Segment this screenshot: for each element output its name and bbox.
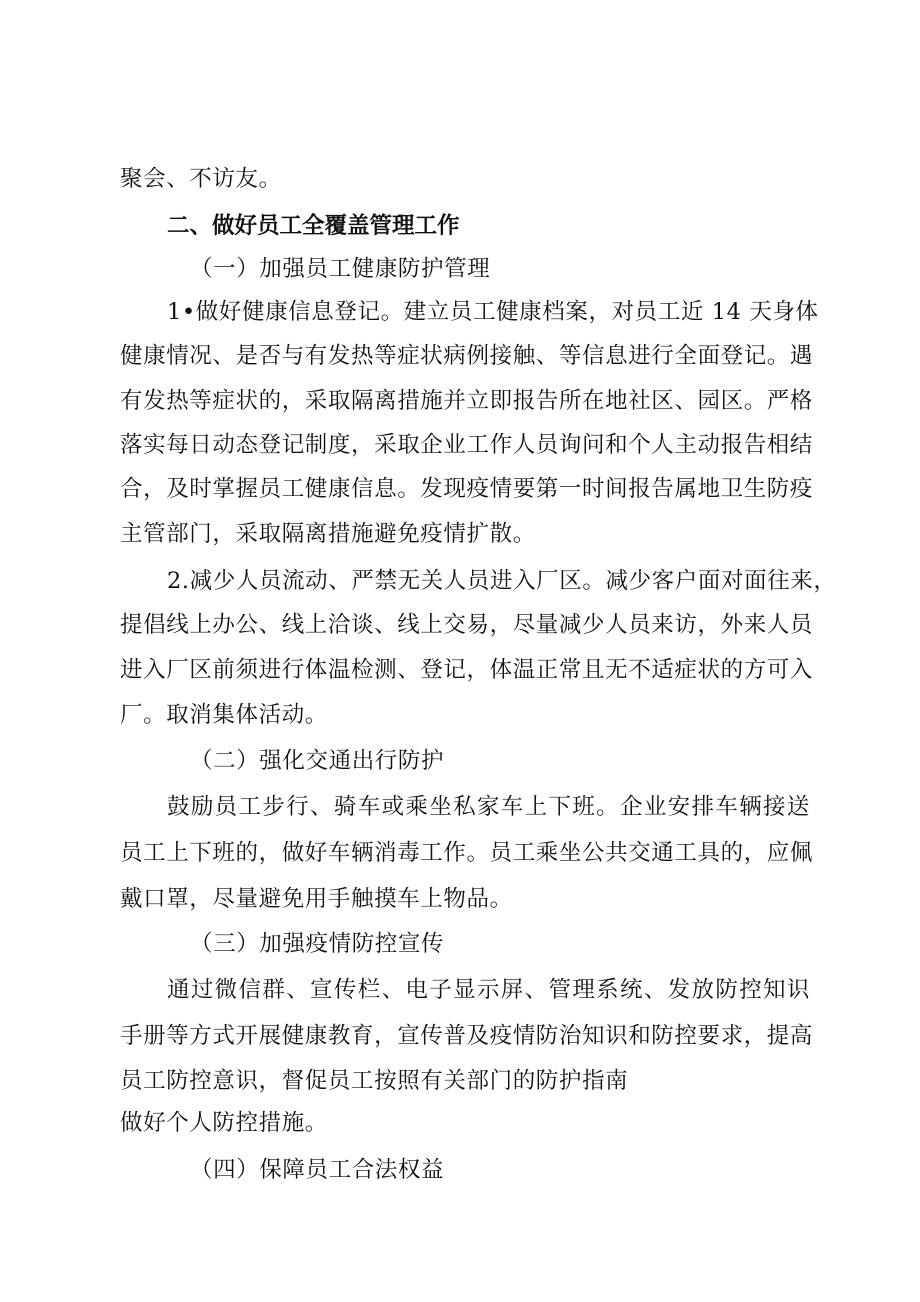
paragraph-line: 合，及时掌握员工健康信息。发现疫情要第一时间报告属地卫生防疫 [120, 476, 814, 502]
paragraph-line: 鼓励员工步行、骑车或乘坐私家车上下班。企业安排车辆接送 [167, 794, 810, 820]
paragraph-line: 厂。取消集体活动。 [120, 702, 328, 728]
paragraph-line: 通过微信群、宣传栏、电子显示屏、管理系统、发放防控知识 [167, 977, 810, 1003]
paragraph-line: 健康情况、是否与有发热等症状病例接触、等信息进行全面登记。遇 [120, 343, 814, 369]
paragraph-line: 提倡线上办公、线上洽谈、线上交易，尽量减少人员来访，外来人员 [120, 612, 814, 638]
paragraph-line: 1•做好健康信息登记。建立员工健康档案，对员工近 14 天身体 [167, 299, 819, 325]
paragraph-line: 2.减少人员流动、严禁无关人员进入厂区。减少客户面对面往来， [167, 568, 837, 594]
subsection-heading-3: （三）加强疫情防控宣传 [190, 931, 445, 957]
paragraph-line: 员工上下班的，做好车辆消毒工作。员工乘坐公共交通工具的，应佩 [120, 840, 814, 866]
paragraph-line: 员工防控意识，督促员工按照有关部门的防护指南 [120, 1068, 629, 1094]
section-heading-2: 二、做好员工全覆盖管理工作 [167, 213, 460, 239]
paragraph-line: 做好个人防控措施。 [120, 1110, 328, 1136]
paragraph-line: 有发热等症状的，采取隔离措施并立即报告所在地社区、园区。严格 [120, 388, 814, 414]
paragraph-line: 戴口罩，尽量避免用手触摸车上物品。 [120, 886, 513, 912]
subsection-heading-1: （一）加强员工健康防护管理 [190, 256, 491, 282]
subsection-heading-4: （四）保障员工合法权益 [190, 1157, 445, 1183]
subsection-heading-2: （二）强化交通出行防护 [190, 748, 445, 774]
paragraph-line: 主管部门，采取隔离措施避免疫情扩散。 [120, 521, 536, 547]
paragraph-line: 落实每日动态登记制度，采取企业工作人员询问和个人主动报告相结 [120, 432, 814, 458]
paragraph-line: 手册等方式开展健康教育，宣传普及疫情防治知识和防控要求，提高 [120, 1023, 814, 1049]
paragraph-continuation: 聚会、不访友。 [120, 166, 282, 192]
paragraph-line: 进入厂区前须进行体温检测、登记，体温正常且无不适症状的方可入 [120, 657, 814, 683]
